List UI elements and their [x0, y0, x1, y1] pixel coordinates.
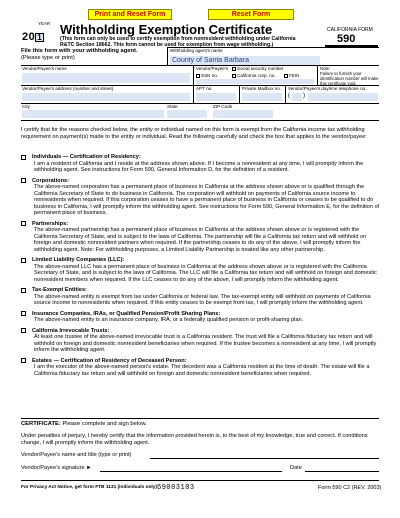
corporations-desc: The above-named corporation has a permanent place of business in California at the address shown above or is qualified through the California Secretary of State to do business in California. The corporation will withhold on payments of California source income to nonresidents when required. If this corporation ceases to have a permanent place of business in California or ceases to be qualified to do business in California, I will promptly inform the withholding agent. See instructions for Form 590, General Information E, for the definition of permanent place of business. — [34, 184, 380, 216]
apt-field[interactable] — [196, 93, 236, 101]
payee-divider-2 — [317, 65, 318, 85]
phone-area-close: ) — [303, 93, 305, 99]
id-note: Note: Failure to furnish your identification number will make this certificate void. — [320, 66, 379, 86]
trusts-desc: At least one trustee of the above-named irrevocable trust is a California resident. The trust will file a California fiduciary tax return and will withhold on foreign and domestic nonresident beneficiaries when required. If the trustee becomes a nonresident at any time, I will promptly inform the withholding agent. — [34, 334, 377, 353]
partnerships-checkbox[interactable] — [21, 221, 26, 226]
name-title-field[interactable] — [150, 458, 379, 459]
insurance-text — [32, 311, 303, 324]
pmb-field[interactable] — [242, 93, 282, 101]
form-title: Withholding Exemption Certificate — [60, 22, 273, 37]
fein-text: FEIN — [289, 73, 300, 78]
privacy-notice: For Privacy Act Notice, get form FTB 1131 (individuals only). — [21, 485, 159, 490]
state-field[interactable] — [167, 110, 207, 118]
year-prefix: 20 — [22, 31, 36, 43]
exemption-individuals — [21, 154, 381, 174]
payee-name-label: Vendor/Payee's name — [22, 66, 67, 71]
print-instruction: (Please type or print) — [21, 55, 75, 61]
trusts-text — [32, 328, 381, 354]
zip-field[interactable] — [213, 110, 273, 118]
ssn-option-label — [232, 66, 283, 71]
year-digit-field[interactable]: 1 — [35, 33, 44, 42]
phone-area-field[interactable] — [292, 93, 302, 101]
city-row-bottom-rule — [21, 120, 379, 121]
exemption-estates — [21, 358, 381, 378]
fein-checkbox[interactable] — [284, 74, 288, 78]
ssn-option-checkbox[interactable] — [232, 67, 236, 71]
signature-label: Vendor/Payee's signature ► — [21, 465, 92, 471]
ssn-text: SSN no. — [201, 73, 219, 78]
insurance-heading: Insurance Companies, IRAs, or Qualified Pension/Profit Sharing Plans: — [32, 310, 221, 317]
llc-checkbox[interactable] — [21, 258, 26, 263]
city-row-top-rule — [21, 103, 379, 104]
certificate-top-rule — [21, 418, 379, 419]
estates-checkbox[interactable] — [21, 358, 26, 363]
payee-id-field[interactable] — [196, 79, 314, 84]
date-field[interactable] — [305, 471, 379, 472]
individuals-desc: I am a resident of California and I reside at the address shown above. If I become a nonresident at any time, I will promptly inform the withholding agent. See instructions for Form 590, General Information D, for the definition of a resident. — [34, 160, 364, 173]
subtitle-line-2: R&TC Section 18662. This form cannot be used for exemption from wage withholding.) — [60, 42, 274, 48]
exemption-llc — [21, 257, 381, 283]
signature-field[interactable] — [100, 471, 282, 472]
partnerships-desc: The above-named partnership has a permanent place of business in California at the address shown above or is registered with the California Secretary of State, and is subject to the laws of California. The partnership will file a California tax return and will withhold on foreign and domestic nonresident partners when required. If the partnership ceases to do any of the above, I will promptly inform the withholding agent. Note: For withholding purposes, a Limited Liability Partnership is treated like any other partnership. — [34, 227, 367, 253]
trusts-heading: California Irrevocable Trusts: — [32, 327, 110, 334]
zip-label: ZIP Code — [213, 104, 233, 109]
phone-label: Vendor/Payee's daytime telephone no. — [288, 86, 367, 91]
print-and-reset-button[interactable]: Print and Reset Form — [88, 9, 172, 20]
exemption-list — [21, 154, 381, 381]
tax-year — [22, 31, 44, 43]
payee-divider-1 — [193, 65, 194, 85]
insurance-desc: The above-named entity is an insurance company, IRA, or a federally qualified pension or profit-sharing plan. — [34, 317, 304, 323]
exemption-trusts — [21, 328, 381, 354]
form-number: 590 — [337, 33, 356, 45]
certification-intro: I certify that for the reasons checked below, the entity or individual named on this form is exempt from the California income tax withholding requirement on payment(s) made to the entity or individual. Read the following carefully and check the box that applies to the vendor/payee: — [21, 127, 367, 140]
corporations-heading: Corporations: — [32, 177, 69, 184]
estates-desc: I am the executor of the above-named person's estate. The decedent was a California resident at the time of death. The estate will file a California fiduciary tax return and will withhold on foreign and domestic nonresident beneficiaries when required. — [34, 364, 370, 377]
footer-rule — [21, 480, 379, 481]
fein-label — [284, 73, 299, 78]
reset-form-button[interactable]: Reset Form — [208, 9, 294, 20]
ssn-checkbox[interactable] — [196, 74, 200, 78]
file-instruction: File this form with your withholding agent. — [21, 48, 138, 54]
certificate-title-rest: Please complete and sign below. — [60, 421, 147, 427]
corporations-text — [32, 178, 381, 217]
phone-number-field[interactable] — [308, 93, 378, 101]
certificate-title-bold: CERTIFICATE: — [21, 421, 61, 427]
individuals-text — [32, 154, 381, 174]
ssn-label — [196, 73, 218, 78]
address-divider-1 — [193, 85, 194, 103]
subtitle-line-1: (This form can only be used to certify exemption from nonresident withholding under California — [60, 36, 296, 42]
date-label: Date — [290, 465, 302, 471]
ca-corp-label — [232, 73, 276, 78]
individuals-heading: Individuals — Certification of Residency: — [32, 154, 141, 160]
individuals-checkbox[interactable] — [21, 155, 26, 160]
llc-heading: Limited Liability Companies (LLC): — [32, 257, 125, 263]
llc-desc: The above-named LLC has a permanent place of business in California at the address shown above or is registered with the California Secretary of State, and is subject to the laws of California. The LLC will file a California tax return and will withhold on foreign and domestic nonresident members when required. If the LLC ceases to do any of the above, I will promptly inform the withholding agent. — [34, 263, 377, 283]
payee-id-label: Vendor/Payee's — [196, 66, 229, 71]
form-code: 59003103 — [157, 484, 195, 492]
phone-area-open: ( — [288, 93, 290, 99]
ca-corp-checkbox[interactable] — [232, 74, 236, 78]
exemption-corporations — [21, 178, 381, 217]
form-revision: Form 590 C2 (REV. 2003) — [318, 485, 382, 491]
perjury-statement: Under penalties of perjury, I hereby certify that the information provided herein is, to the best of my knowledge, true and correct. If conditions change, I will promptly inform the withholding agent. — [21, 433, 368, 446]
pmb-label: Private Mailbox no. — [242, 86, 282, 91]
exemption-tax-exempt — [21, 287, 381, 307]
trusts-checkbox[interactable] — [21, 328, 26, 333]
partnerships-text — [32, 221, 381, 254]
agent-left-rule — [167, 47, 168, 65]
name-title-label: Vendor/Payee's name and title (type or print) — [21, 452, 132, 458]
llc-text — [32, 257, 381, 283]
agent-name-label: Withholding agent's name — [170, 48, 223, 53]
estates-text — [32, 358, 381, 378]
partnerships-heading: Partnerships: — [32, 220, 69, 227]
corporations-checkbox[interactable] — [21, 178, 26, 183]
agent-name-field[interactable]: County of Santa Barbara — [170, 56, 320, 65]
address-label: Vendor/Payee's address (number and street) — [22, 86, 114, 91]
exemption-insurance — [21, 311, 381, 324]
address-divider-3 — [285, 85, 286, 103]
ssn-option-text: Social security number — [237, 66, 284, 71]
tax-exempt-checkbox[interactable] — [21, 288, 26, 293]
certificate-title — [21, 421, 147, 427]
insurance-checkbox[interactable] — [21, 311, 26, 316]
year-label: YEAR — [38, 21, 51, 26]
payee-name-field[interactable] — [22, 73, 190, 83]
city-label: City — [22, 104, 30, 109]
address-field[interactable] — [22, 93, 190, 101]
city-field[interactable] — [22, 110, 164, 118]
state-label: State — [167, 104, 178, 109]
tax-exempt-heading: Tax-Exempt Entities: — [32, 287, 87, 293]
address-divider-2 — [239, 85, 240, 103]
estates-heading: Estates — Certification of Residency of Deceased Person: — [32, 357, 187, 364]
tax-exempt-text — [32, 287, 381, 307]
tax-exempt-desc: The above-named entity is exempt from tax under California or federal law. The tax-exempt entity will withhold on payments of California source income to nonresidents when required. If this entity ceases to be exempt from tax, I will promptly inform the withholding agent. — [34, 293, 371, 306]
ca-corp-text: California corp. no. — [237, 73, 276, 78]
exemption-partnerships — [21, 221, 381, 254]
apt-label: APT no. — [196, 86, 213, 91]
form-label: CALIFORNIA FORM — [327, 27, 373, 33]
